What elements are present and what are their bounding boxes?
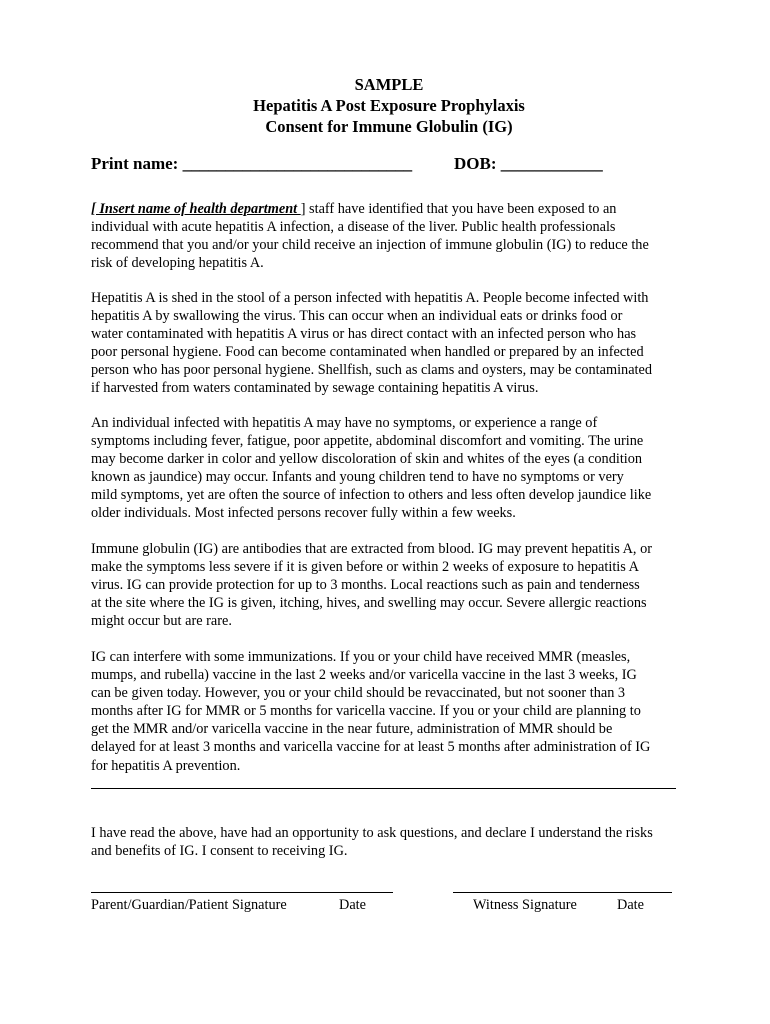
text-line: poor personal hygiene. Food can become contaminated when handled or prepared by an infected: [91, 344, 644, 361]
text-line: I have read the above, have had an opportunity to ask questions, and declare I understand the risks: [91, 825, 653, 841]
title-sub: Consent for Immune Globulin (IG): [265, 117, 513, 136]
text-line: make the symptoms less severe if it is given before or within 2 weeks of exposure to hepatitis A: [91, 559, 639, 576]
text-line: Hepatitis A is shed in the stool of a person infected with hepatitis A. People become infected with: [91, 290, 649, 306]
text-line: older individuals. Most infected persons recover fully within a few weeks.: [91, 505, 516, 522]
witness-signature-line[interactable]: [453, 892, 672, 893]
text-line: symptoms including fever, fatigue, poor appetite, abdominal discomfort and vomiting. The urine: [91, 433, 644, 450]
text-line: may become darker in color and yellow discoloration of skin and whites of the eyes (a condition: [91, 451, 643, 468]
text-line: months after IG for MMR or 5 months for varicella vaccine. If you or your child are planning to: [91, 703, 641, 720]
title-block: [87, 74, 691, 137]
patient-date-label: Date: [339, 897, 366, 913]
paragraph-immune-globulin: [91, 540, 652, 630]
text-line: Immune globulin (IG) are antibodies that are extracted from blood. IG may prevent hepatitis A, or: [91, 541, 652, 557]
text-line: water contaminated with hepatitis A virus or has direct contact with an infected person who has: [91, 326, 637, 343]
intro-line: ] staff have identified that you have been exposed to an: [300, 201, 617, 217]
insert-health-department: [ Insert name of health department: [91, 201, 301, 217]
text-line: mumps, and rubella) vaccine in the last 2 weeks and/or varicella vaccine in the last 3 weeks, IG: [91, 667, 637, 684]
title-sample: SAMPLE: [354, 75, 424, 94]
text-line: can be given today. However, you or your child should be revaccinated, but not sooner than 3: [91, 685, 626, 702]
witness-signature-label: Witness Signature: [473, 897, 577, 913]
name-dob-line: [91, 153, 691, 177]
text-line: for hepatitis A prevention.: [91, 757, 241, 774]
patient-signature-line[interactable]: [91, 892, 393, 893]
consent-statement: [91, 824, 653, 860]
text-line: delayed for at least 3 months and varicella vaccine for at least 5 months after administration of IG: [91, 739, 651, 756]
patient-signature-label: Parent/Guardian/Patient Signature: [91, 897, 287, 913]
text-line: get the MMR and/or varicella vaccine in the near future, administration of MMR should be: [91, 721, 613, 738]
paragraph-transmission: [91, 289, 652, 398]
print-name-field[interactable]: Print name: ___________________________: [91, 154, 413, 173]
paragraph-immunizations: [91, 648, 650, 775]
text-line: hepatitis A by swallowing the virus. This can occur when an individual eats or drinks food or: [91, 308, 623, 325]
intro-line: risk of developing hepatitis A.: [91, 255, 264, 272]
divider: [91, 788, 676, 789]
text-line: known as jaundice) may occur. Infants and young children tend to have no symptoms or very: [91, 469, 624, 486]
witness-date-label: Date: [617, 897, 644, 913]
text-line: An individual infected with hepatitis A may have no symptoms, or experience a range of: [91, 415, 598, 431]
consent-form: [91, 74, 691, 913]
text-line: and benefits of IG. I consent to receiving IG.: [91, 843, 348, 860]
text-line: virus. IG can provide protection for up to 3 months. Local reactions such as pain and tenderness: [91, 577, 640, 594]
intro-line: individual with acute hepatitis A infection, a disease of the liver. Public health professionals: [91, 219, 616, 236]
text-line: might occur but are rare.: [91, 613, 232, 630]
title-main: Hepatitis A Post Exposure Prophylaxis: [253, 96, 525, 115]
paragraph-symptoms: [91, 414, 651, 523]
text-line: mild symptoms, yet are often the source of infection to others and less often develop jaundice like: [91, 487, 652, 504]
text-line: at the site where the IG is given, itching, hives, and swelling may occur. Severe allergic reactions: [91, 595, 647, 612]
paragraph-intro: [91, 200, 649, 272]
text-line: if harvested from waters contaminated by sewage containing hepatitis A virus.: [91, 380, 539, 397]
text-line: person who has poor personal hygiene. Shellfish, such as clams and oysters, may be contaminated: [91, 362, 653, 379]
text-line: IG can interfere with some immunizations. If you or your child have received MMR (measles,: [91, 649, 631, 665]
dob-field[interactable]: DOB: ____________: [454, 154, 603, 173]
intro-line: recommend that you and/or your child receive an injection of immune globulin (IG) to reduce the: [91, 237, 649, 254]
